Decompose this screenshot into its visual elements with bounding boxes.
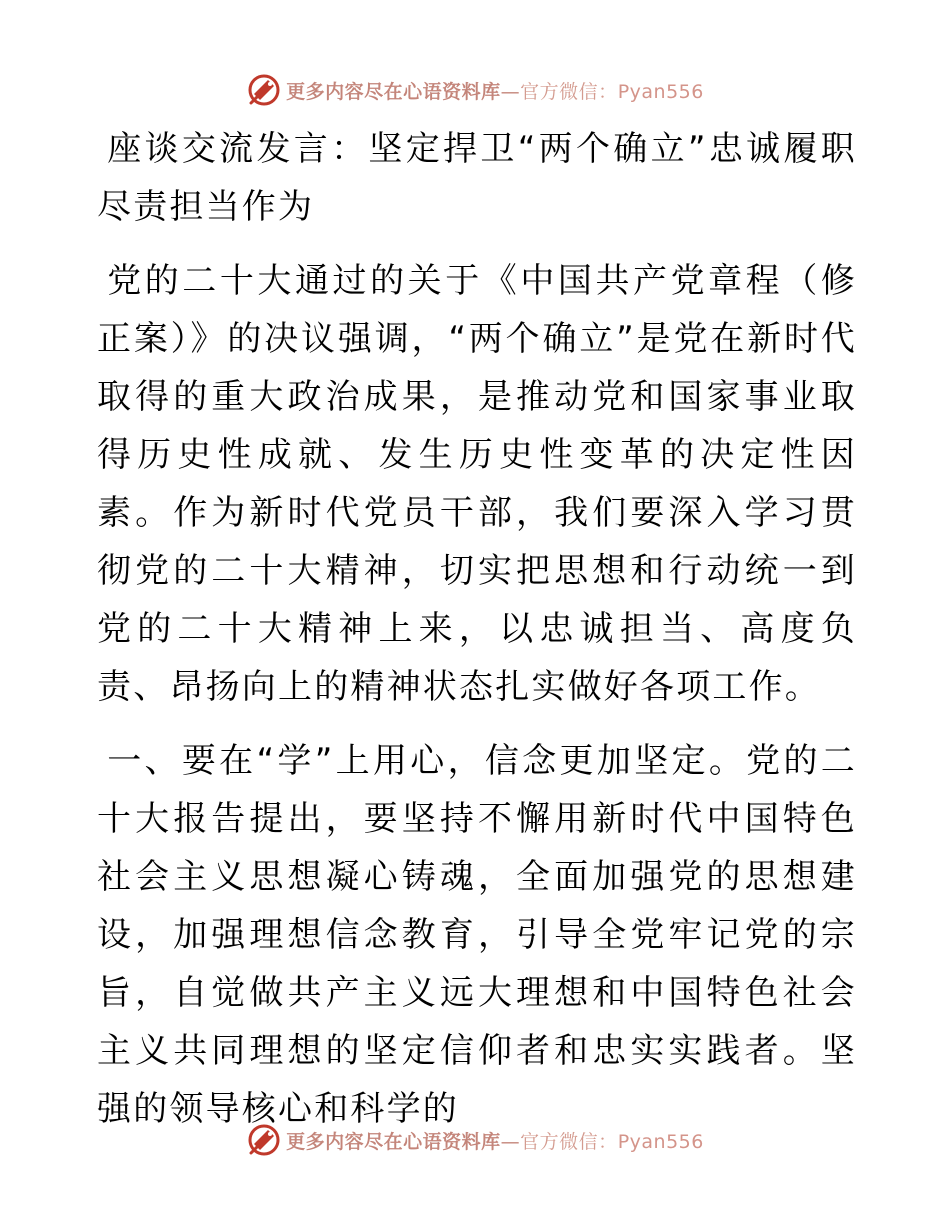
document-body [97,120,857,1138]
paragraph: 一、要在“学”上用心，信念更加坚定。党的二十大报告提出，要坚持不懈用新时代中国特色社会主义思想凝心铸魂，全面加强党的思想建设，加强理想信念教育，引导全党牢记党的宗旨，自觉做共产主义远大理想和中国特色社会主义共同理想的坚定信仰者和忠实实践者。坚强的领导核心和科学的 [97,741,857,1129]
header-banner-text [286,77,704,104]
footer-official-label: 官方微信： [520,1130,618,1153]
header-brand: 更多内容尽在心语资料库 [286,80,501,103]
footer-dash: — [500,1130,521,1153]
pen-logo-icon [246,72,282,108]
document-title: 座谈交流发言：坚定捍卫“两个确立”忠诚履职尽责担当作为 [97,129,857,227]
paragraph: 党的二十大通过的关于《中国共产党章程（修正案）》的决议强调，“两个确立”是党在新时代取得的重大政治成果，是推动党和国家事业取得历史性成就、发生历史性变革的决定性因素。作为新时代党员干部，我们要深入学习贯彻党的二十大精神，切实把思想和行动统一到党的二十大精神上来，以忠诚担当、高度负责、昂扬向上的精神状态扎实做好各项工作。 [97,261,857,707]
footer-wechat-id: Pyan556 [617,1130,704,1153]
header-official-label: 官方微信： [520,80,618,103]
footer-banner-text [286,1127,704,1154]
header-banner [0,70,950,110]
footer-brand: 更多内容尽在心语资料库 [286,1130,501,1153]
footer-banner [0,1120,950,1160]
header-wechat-id: Pyan556 [617,80,704,103]
header-dash: — [500,80,521,103]
pen-logo-icon [246,1122,282,1158]
